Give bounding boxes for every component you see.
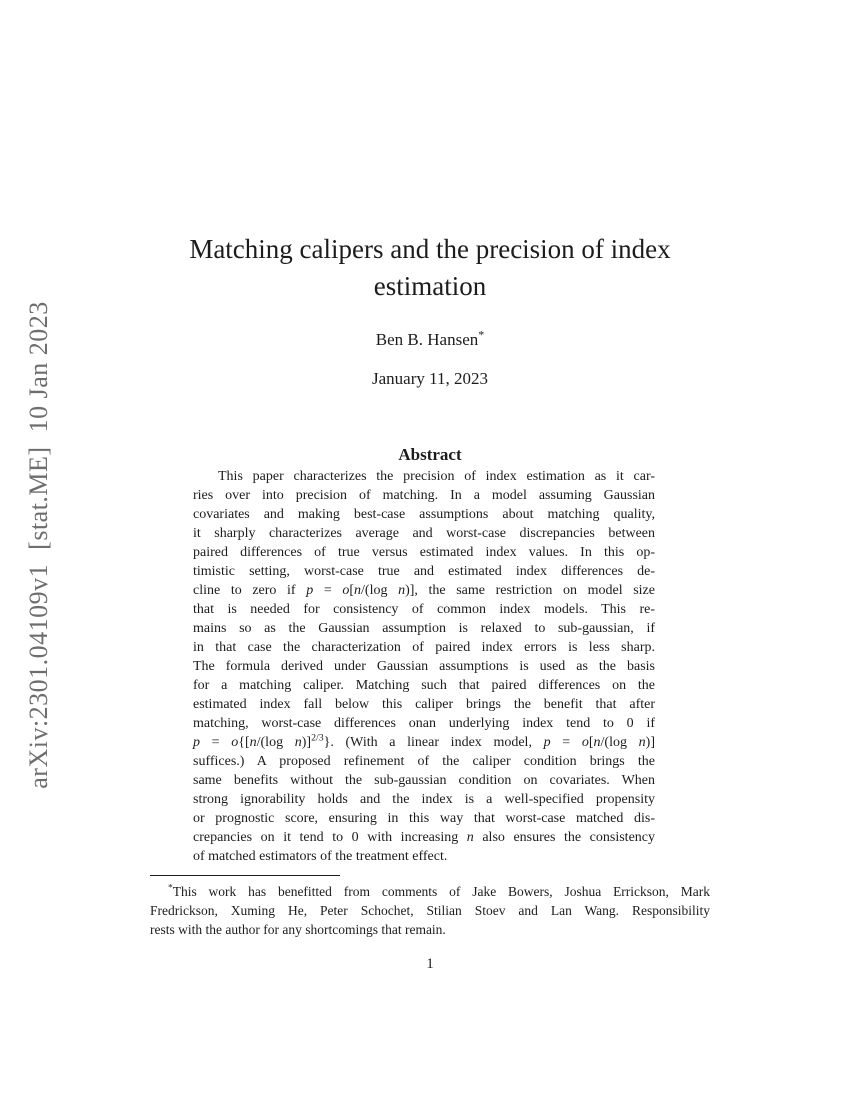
abstract-body <box>193 467 655 866</box>
title-line-1: Matching calipers and the precision of index <box>189 234 671 264</box>
abstract-line: same benefits without the sub-gaussian condition on covariates. When <box>193 773 655 788</box>
page-number: 1 <box>426 956 434 972</box>
abstract-line: of matched estimators of the treatment effect. <box>193 849 448 864</box>
abstract-line: suffices.) A proposed refinement of the caliper condition brings the <box>193 754 655 769</box>
abstract-line: it sharply characterizes average and worst-case discrepancies between <box>193 526 655 541</box>
abstract-line: for a matching caliper. Matching such that paired differences on the <box>193 678 655 693</box>
abstract-line: This paper characterizes the precision of index estimation as it car- <box>218 469 655 484</box>
abstract-line: in that case the characterization of paired index errors is less sharp. <box>193 640 655 655</box>
abstract-line: timistic setting, worst-case true and estimated index differences de- <box>193 564 655 579</box>
footnote-line: Fredrickson, Xuming He, Peter Schochet, Stilian Stoev and Lan Wang. Responsibility <box>150 903 710 918</box>
title-line-2: estimation <box>373 271 487 301</box>
abstract-line: matching, worst-case differences onan underlying index tend to 0 if <box>193 716 655 731</box>
abstract-line: ries over into precision of matching. In a model assuming Gaussian <box>193 488 655 503</box>
footnote <box>150 875 710 939</box>
arxiv-stamp: arXiv:2301.04109v1 [stat.ME] 10 Jan 2023 <box>24 301 53 789</box>
abstract-line: paired differences of true versus estimated index values. In this op- <box>193 545 655 560</box>
abstract-line: that is needed for consistency of common index models. This re- <box>193 602 655 617</box>
abstract-line: The formula derived under Gaussian assumptions is used as the basis <box>193 659 655 674</box>
abstract-line: estimated index fall below this caliper brings the benefit that after <box>193 697 655 712</box>
footnote-rule <box>150 875 340 876</box>
abstract-line: crepancies on it tend to 0 with increasing n also ensures the consistency <box>193 830 655 845</box>
abstract-line: cline to zero if p = o[n/(log n)], the same restriction on model size <box>193 583 655 598</box>
abstract-line: covariates and making best-case assumptions about matching quality, <box>193 507 655 522</box>
abstract-line: p = o{[n/(log n)]$^{2/3}$}. (With a linear index model, p = o[n/(log n)] <box>193 732 655 750</box>
abstract-line: strong ignorability holds and the index is a well-specified propensity <box>193 792 655 807</box>
abstract-line: mains so as the Gaussian assumption is relaxed to sub-gaussian, if <box>193 621 655 636</box>
paper-date: January 11, 2023 <box>372 369 488 388</box>
abstract-line: or prognostic score, ensuring in this way that worst-case matched dis- <box>193 811 655 826</box>
page-title <box>150 231 710 305</box>
footnote-line: rests with the author for any shortcomings that remain. <box>150 922 446 937</box>
footnote-line: *This work has benefitted from comments of Jake Bowers, Joshua Errickson, Mark <box>168 883 710 899</box>
author-name: Ben B. Hansen* <box>375 327 485 349</box>
abstract-heading: Abstract <box>398 445 462 464</box>
